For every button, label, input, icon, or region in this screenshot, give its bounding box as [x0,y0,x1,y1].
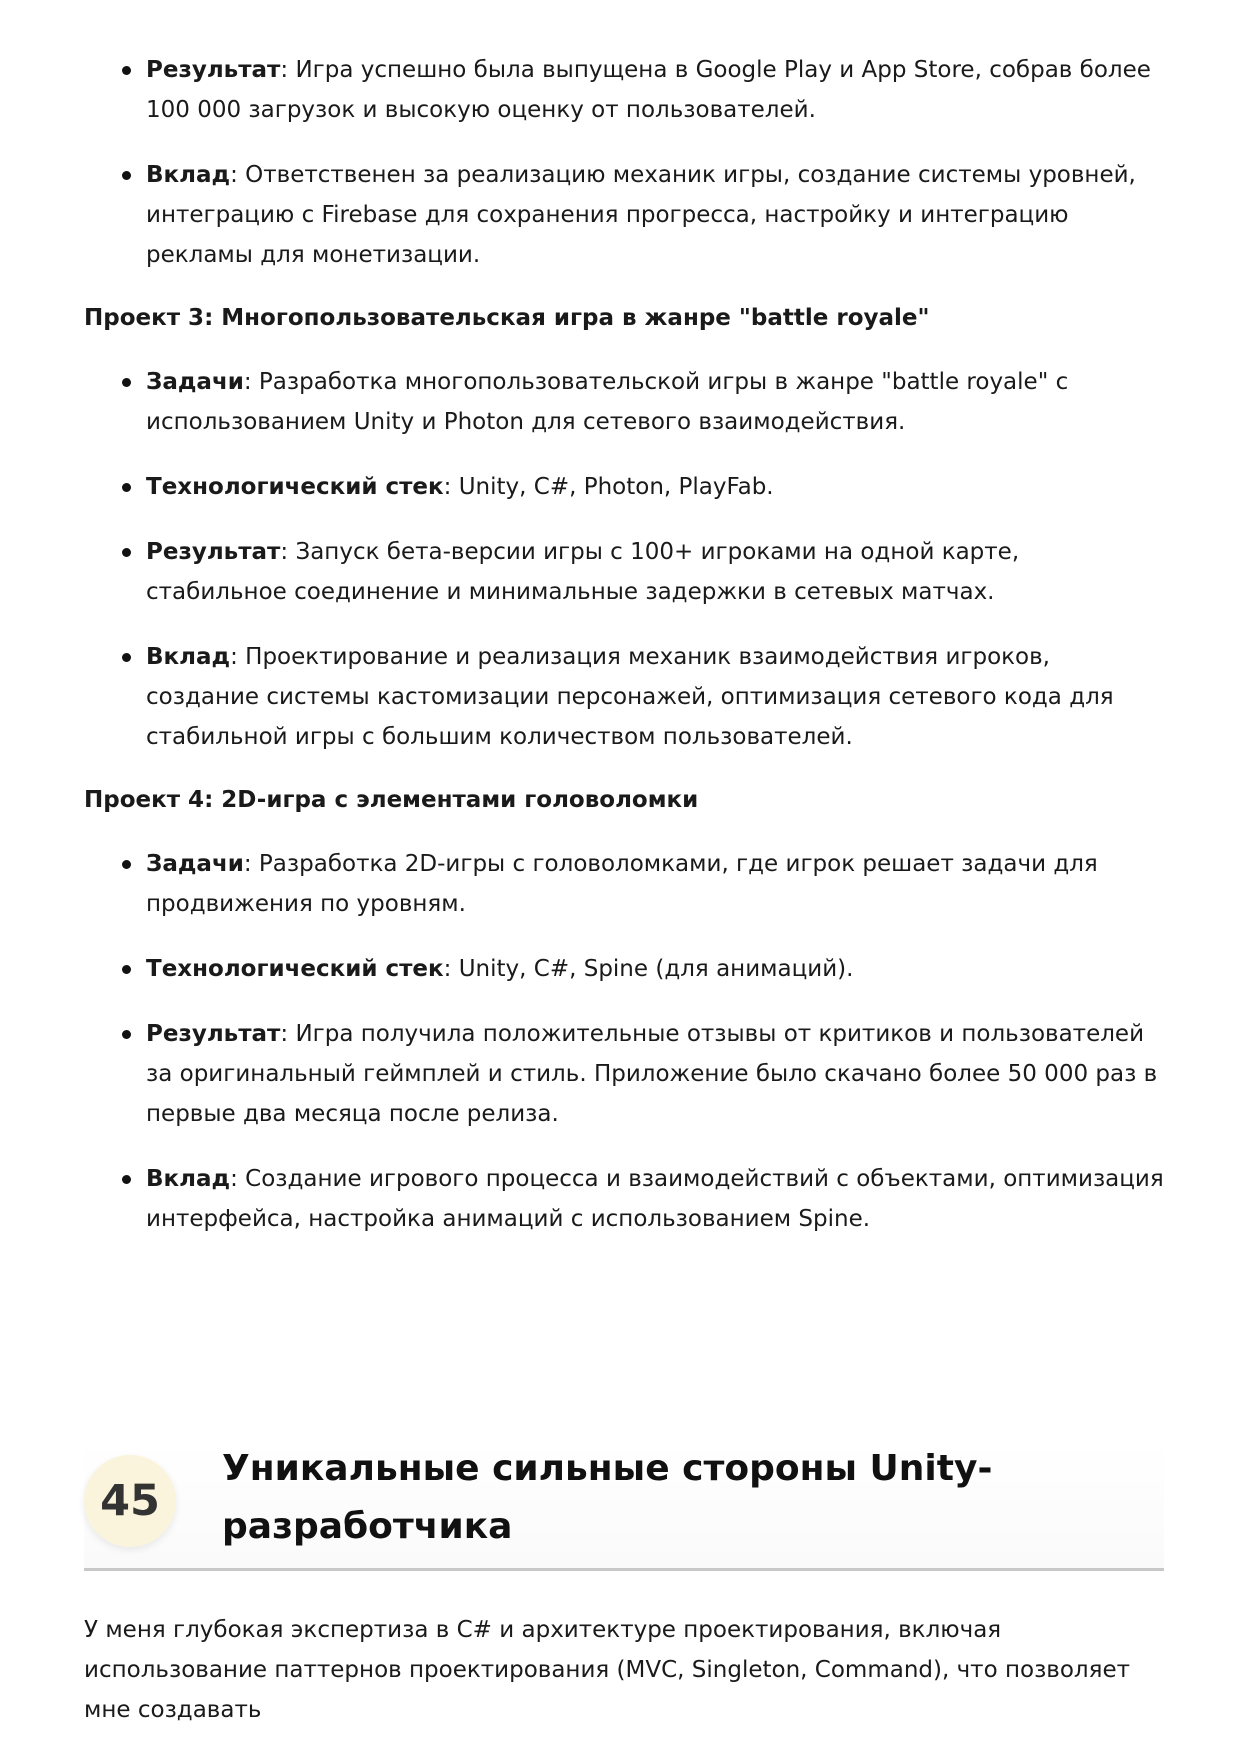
section-header [84,1440,1164,1572]
bullet-dot [122,653,131,662]
top-list [84,50,1164,275]
item-label: Результат [146,539,281,565]
list-item [84,155,1164,275]
item-label: Технологический стек [146,474,444,500]
bullet-dot [122,171,131,180]
item-text: : Разработка многопользовательской игры в жанре "battle royale" с использованием Unity и Photon для сетевого взаимодействия. [146,369,1069,435]
item-label: Вклад [146,644,231,670]
list-item [84,844,1164,924]
item-text: : Игра успешно была выпущена в Google Play и App Store, собрав более 100 000 загрузок и высокую оценку от пользователей. [146,57,1151,123]
bullet-dot [122,965,131,974]
bullet-dot [122,66,131,75]
bullet-dot [122,548,131,557]
item-label: Задачи [146,851,244,877]
project3-list [84,362,1164,757]
item-text: : Unity, C#, Spine (для анимаций). [443,956,854,982]
bullet-dot [122,378,131,387]
list-item [84,1159,1164,1239]
section-title-line1: Уникальные сильные стороны Unity- [222,1448,993,1489]
list-item [84,362,1164,442]
item-text: : Создание игрового процесса и взаимодействий с объектами, оптимизация интерфейса, настройка анимаций с использованием Spine. [146,1166,1164,1232]
section-number-badge: 45 [84,1455,176,1547]
document-body [84,0,1164,1264]
bullet-dot [122,1030,131,1039]
project3-title: Проект 3: Многопользовательская игра в жанре "battle royale" [84,305,930,331]
item-label: Результат [146,57,281,83]
list-item [84,532,1164,612]
item-label: Задачи [146,369,244,395]
item-label: Результат [146,1021,281,1047]
item-label: Технологический стек [146,956,444,982]
item-label: Вклад [146,162,231,188]
section-title-line2: разработчика [222,1506,513,1547]
intro-paragraph: У меня глубокая экспертиза в C# и архитектуре проектирования, включая использование паттернов проектирования (MVC, Singleton, Command), что позволяет мне создавать [84,1617,1131,1723]
item-text: : Проектирование и реализация механик взаимодействия игроков, создание системы кастомизации персонажей, оптимизация сетевого кода для стабильной игры с большим количеством пользователей. [146,644,1114,750]
project4-title: Проект 4: 2D-игра с элементами головоломки [84,787,699,813]
list-item [84,467,1164,507]
bullet-dot [122,1175,131,1184]
item-text: : Разработка 2D-игры с головоломками, где игрок решает задачи для продвижения по уровням. [146,851,1098,917]
item-text: : Игра получила положительные отзывы от критиков и пользователей за оригинальный геймплей и стиль. Приложение было скачано более 50 000 раз в первые два месяца после релиза. [146,1021,1158,1127]
bullet-dot [122,860,131,869]
section-title [222,1440,1122,1556]
item-label: Вклад [146,1166,231,1192]
item-text: : Запуск бета-версии игры с 100+ игроками на одной карте, стабильное соединение и минимальные задержки в сетевых матчах. [146,539,1020,605]
list-item [84,949,1164,989]
project4-list [84,844,1164,1239]
list-item [84,50,1164,130]
bullet-dot [122,483,131,492]
list-item [84,637,1164,757]
item-text: : Ответственен за реализацию механик игры, создание системы уровней, интеграцию с Firebase для сохранения прогресса, настройку и интеграцию рекламы для монетизации. [146,162,1136,268]
list-item [84,1014,1164,1134]
item-text: : Unity, C#, Photon, PlayFab. [443,474,774,500]
